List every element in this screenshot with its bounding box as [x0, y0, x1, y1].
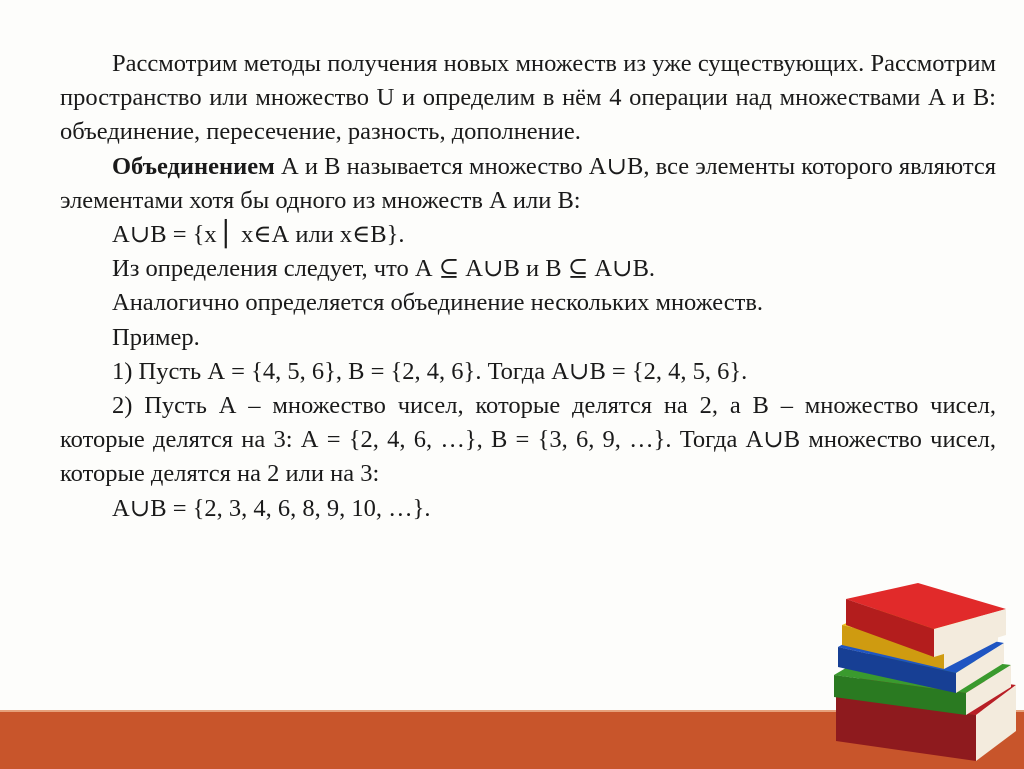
definition-text: А и В называется множество А∪В, все элементы которого являются элементами хотя бы одного из множеств А или В: — [60, 152, 996, 214]
intro-paragraph: Рассмотрим методы получения новых множеств из уже существующих. Рассмотрим пространство или множество U и определим в нём 4 операции над множествами A и B: объединение, пересечение, разность, дополнение. — [60, 50, 996, 146]
example-label: Пример. — [112, 323, 200, 351]
consequence-line: Из определения следует, что А ⊆ А∪В и В ⊆ А∪В. — [112, 255, 656, 283]
example-1: 1) Пусть А = {4, 5, 6}, В = {2, 4, 6}. Тогда А∪В = {2, 4, 5, 6}. — [112, 357, 748, 385]
stack-of-books-icon — [826, 565, 1024, 765]
slide-body — [60, 47, 996, 526]
definition-term: Объединением — [112, 152, 275, 180]
definition-paragraph — [60, 150, 996, 218]
example-2-result: А∪В = {2, 3, 4, 6, 8, 9, 10, …}. — [112, 494, 431, 522]
example-2: 2) Пусть А – множество чисел, которые делятся на 2, а В – множество чисел, которые делятся на 3: А = {2, 4, 6, …}, В = {3, 6, 9, …}. Тогда А∪В множество чисел, которые делятся на 2 или на 3: — [60, 392, 996, 488]
analog-line: Аналогично определяется объединение нескольких множеств. — [112, 289, 764, 317]
union-formula: А∪В = {x⎪ x∈А или x∈В}. — [112, 221, 405, 249]
